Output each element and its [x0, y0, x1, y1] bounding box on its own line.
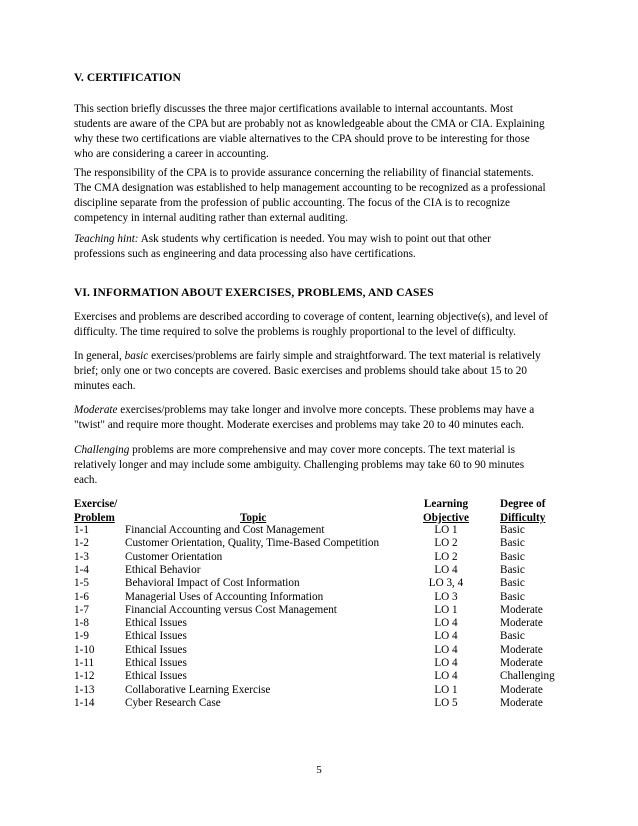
objective-cell: LO 2: [434, 537, 458, 550]
text-line: "twist" and require more thought. Moderate exercises and problems may take 20 to 40 minutes each.: [74, 419, 524, 431]
header-line: Exercise/: [74, 498, 118, 510]
exercise-number: 1-6: [74, 590, 89, 603]
difficulty-column-header: [500, 498, 545, 525]
difficulty-cell: Basic: [500, 630, 525, 643]
exercise-number: 1-14: [74, 696, 95, 709]
table-row: [74, 644, 574, 657]
text-line: competency in internal auditing rather than external auditing.: [74, 212, 348, 224]
table-row: [74, 684, 574, 697]
topic-cell: Customer Orientation, Quality, Time-Based Competition: [125, 537, 380, 550]
exercise-number: 1-1: [74, 524, 89, 536]
topic-cell: Collaborative Learning Exercise: [125, 683, 271, 696]
topic-cell: Ethical Issues: [125, 630, 187, 643]
basic-term: basic: [124, 350, 149, 362]
text-line: why these two certifications are viable alternatives to the CPA should prove to be interesting for those: [74, 133, 530, 145]
table-row: [74, 604, 574, 617]
topic-cell: Ethical Issues: [125, 617, 187, 630]
objective-cell: LO 4: [434, 670, 458, 683]
objective-cell: LO 4: [434, 563, 458, 576]
objective-cell: LO 4: [434, 657, 458, 669]
table-row: [74, 630, 574, 643]
header-line: Topic: [240, 511, 267, 524]
difficulty-cell: Moderate: [500, 657, 543, 669]
topic-cell: Behavioral Impact of Cost Information: [125, 577, 300, 590]
objective-cell: LO 5: [434, 696, 458, 709]
objective-cell: LO 4: [434, 617, 458, 630]
text-run: In general,: [74, 350, 125, 362]
header-line: Problem: [74, 511, 115, 524]
header-line: Degree of: [500, 498, 546, 510]
objective-cell: LO 3, 4: [428, 577, 464, 590]
text-line: relatively longer and may include some ambiguity. Challenging problems may take 60 to 90 minutes: [74, 459, 525, 471]
info-paragraph-1: [74, 310, 574, 340]
text-line: students are aware of the CPA but are probably not as knowledgeable about the CMA or CIA. Explaining: [74, 118, 545, 130]
text-line: Exercises and problems are described according to coverage of content, learning objective(s), and level of: [74, 311, 549, 323]
text-line: brief; only one or two concepts are covered. Basic exercises and problems should take about 15 to 20: [74, 365, 527, 377]
table-row: [74, 524, 574, 537]
table-row: [74, 657, 574, 670]
certification-heading: V. CERTIFICATION: [74, 72, 181, 84]
objective-column-header: [422, 498, 470, 525]
table-row: [74, 551, 574, 564]
certification-paragraph-1: [74, 102, 574, 162]
text-line: each.: [74, 474, 98, 486]
topic-cell: Ethical Issues: [125, 657, 187, 669]
difficulty-cell: Moderate: [500, 617, 543, 630]
objective-cell: LO 1: [434, 524, 458, 536]
text-line: [74, 443, 574, 458]
text-line: The responsibility of the CPA is to provide assurance concerning the reliability of financial statements.: [74, 167, 534, 179]
basic-paragraph: [74, 349, 574, 394]
difficulty-cell: Moderate: [500, 683, 543, 696]
difficulty-cell: Basic: [500, 524, 525, 536]
topic-cell: Ethical Issues: [125, 643, 187, 656]
text-run: problems are more comprehensive and may cover more concepts. The text material is: [129, 444, 515, 456]
header-line: Objective: [423, 511, 469, 524]
objective-cell: LO 3: [434, 590, 458, 603]
difficulty-cell: Moderate: [500, 603, 543, 616]
text-run: exercises/problems are fairly simple and straightforward. The text material is relatively: [148, 350, 541, 362]
table-row: [74, 617, 574, 630]
exercises-info-heading: VI. INFORMATION ABOUT EXERCISES, PROBLEMS, AND CASES: [74, 287, 434, 299]
objective-cell: LO 2: [434, 550, 458, 563]
difficulty-cell: Moderate: [500, 696, 543, 709]
table-row: [74, 697, 574, 710]
topic-cell: Customer Orientation: [125, 550, 223, 563]
exercise-number: 1-11: [74, 657, 95, 669]
topic-cell: Financial Accounting versus Cost Management: [125, 603, 337, 616]
text-line: This section briefly discusses the three major certifications available to internal accountants. Most: [74, 103, 513, 115]
table-row: [74, 564, 574, 577]
exercise-number: 1-3: [74, 550, 89, 563]
text-run: Ask students why certification is needed. You may wish to point out that other: [138, 233, 491, 245]
certification-paragraph-2: [74, 166, 574, 226]
exercise-number: 1-13: [74, 683, 95, 696]
topic-cell: Managerial Uses of Accounting Information: [125, 590, 324, 603]
challenging-paragraph: [74, 443, 574, 488]
moderate-paragraph: [74, 403, 574, 433]
text-line: difficulty. The time required to solve the problems is roughly proportional to the level of difficulty.: [74, 326, 516, 338]
topic-cell: Ethical Issues: [125, 670, 187, 683]
page-number: 5: [316, 764, 322, 776]
exercise-number: 1-9: [74, 630, 89, 643]
exercise-number: 1-10: [74, 643, 95, 656]
text-line: [74, 232, 574, 247]
text-line: who are considering a career in accounting.: [74, 148, 269, 160]
objective-cell: LO 4: [434, 630, 458, 643]
exercise-number: 1-2: [74, 537, 89, 550]
difficulty-cell: Basic: [500, 590, 525, 603]
objective-cell: LO 1: [434, 603, 458, 616]
topic-cell: Cyber Research Case: [125, 696, 221, 709]
table-row: [74, 537, 574, 550]
exercise-number: 1-5: [74, 577, 89, 590]
difficulty-cell: Basic: [500, 577, 525, 590]
exercise-column-header: [74, 498, 117, 525]
topic-column-header: [240, 512, 266, 526]
exercise-number: 1-4: [74, 563, 89, 576]
teaching-hint-label: Teaching hint:: [74, 233, 139, 245]
objective-cell: LO 4: [434, 643, 458, 656]
difficulty-cell: Basic: [500, 550, 525, 563]
difficulty-cell: Basic: [500, 537, 525, 550]
difficulty-cell: Basic: [500, 563, 525, 576]
objective-cell: LO 1: [434, 683, 458, 696]
text-line: The CMA designation was established to help management accounting to be recognized as a professional: [74, 182, 546, 194]
topic-cell: Ethical Behavior: [125, 563, 201, 576]
text-line: professions such as engineering and data processing also have certifications.: [74, 248, 416, 260]
text-run: exercises/problems may take longer and involve more concepts. These problems may have a: [117, 404, 535, 416]
exercise-number: 1-7: [74, 603, 89, 616]
moderate-term: Moderate: [74, 404, 118, 416]
challenging-term: Challenging: [74, 444, 130, 456]
exercise-number: 1-8: [74, 617, 89, 630]
table-row: [74, 577, 574, 590]
text-line: minutes each.: [74, 380, 136, 392]
header-line: Learning: [423, 498, 469, 510]
text-line: [74, 349, 574, 364]
topic-cell: Financial Accounting and Cost Management: [125, 524, 325, 536]
difficulty-cell: Moderate: [500, 643, 543, 656]
text-line: discipline separate from the profession of public accounting. The focus of the CIA is to recognize: [74, 197, 510, 209]
difficulty-cell: Challenging: [500, 670, 555, 683]
header-line: Difficulty: [500, 511, 546, 524]
text-line: [74, 403, 574, 418]
table-row: [74, 670, 574, 683]
exercise-number: 1-12: [74, 670, 95, 683]
table-row: [74, 591, 574, 604]
teaching-hint-paragraph: [74, 232, 574, 262]
